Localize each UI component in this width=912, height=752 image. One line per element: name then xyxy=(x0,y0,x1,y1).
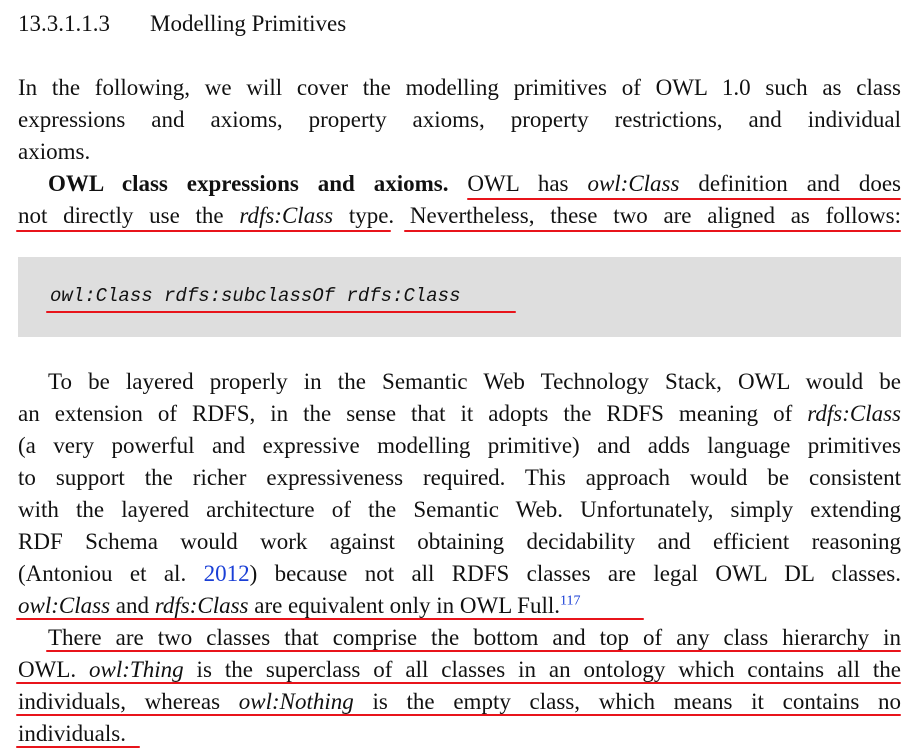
para3-line1: To be layered properly in the Semantic Web Technology Stack, OWL would be xyxy=(48,369,901,394)
term-rdfs-class: rdfs:Class xyxy=(239,203,334,228)
section-number: 13.3.1.1.3 xyxy=(18,11,110,36)
text-run: OWL has xyxy=(467,171,588,196)
para3-line6: RDF Schema would work against obtaining decidability and efficient reasoning xyxy=(18,529,901,554)
para3-line7 xyxy=(18,558,901,590)
para2-line2 xyxy=(18,200,901,232)
term-rdfs-class: rdfs:Class xyxy=(807,401,901,426)
term-owl-class: owl:Class xyxy=(18,593,111,618)
text-run: is the superclass of all classes in an ontology which contains all the xyxy=(183,657,901,682)
highlight-underline xyxy=(16,618,644,620)
para4-line1: There are two classes that comprise the bottom and top of any class hierarchy in xyxy=(48,625,901,650)
highlight-underline xyxy=(404,230,901,232)
text-run: is the empty class, which means it contains no xyxy=(353,689,901,714)
para1-line2: expressions and axioms, property axioms, property restrictions, and individual xyxy=(18,107,901,132)
text-run: type. Nevertheless, these two are aligned as follows: xyxy=(333,203,901,228)
para3-line3: (a very powerful and expressive modelling primitive) and adds language primitives xyxy=(18,433,901,458)
highlight-underline xyxy=(16,230,391,232)
text-run: ) because not all RDFS classes are legal OWL DL classes. xyxy=(249,561,902,586)
highlight-underline xyxy=(16,746,140,748)
citation-link[interactable]: 2012 xyxy=(203,561,250,586)
text-run: not directly use the xyxy=(18,203,240,228)
code-block xyxy=(18,257,901,337)
para4-line4: individuals. xyxy=(18,721,126,746)
section-title: Modelling Primitives xyxy=(150,11,347,36)
term-owl-thing: owl:Thing xyxy=(89,657,184,682)
text-run: OWL. xyxy=(18,657,90,682)
section-heading xyxy=(18,8,346,40)
para3-line4: to support the richer expressiveness required. This approach would be consistent xyxy=(18,465,901,490)
highlight-underline xyxy=(46,650,901,652)
text-run: individuals, whereas xyxy=(18,689,239,714)
para1-line3: axioms. xyxy=(18,139,91,164)
term-owl-nothing: owl:Nothing xyxy=(238,689,354,714)
term-owl-class: owl:Class xyxy=(587,171,680,196)
text-run: are equivalent only in OWL Full. xyxy=(248,593,560,618)
para3-line5: with the layered architecture of the Semantic Web. Unfortunately, simply extending xyxy=(18,497,901,522)
highlight-underline xyxy=(467,198,901,200)
highlight-underline xyxy=(46,311,516,313)
text-run: an extension of RDFS, in the sense that it adopts the RDFS meaning of xyxy=(18,401,808,426)
text-run: (Antoniou et al. xyxy=(18,561,204,586)
footnote-marker[interactable]: 117 xyxy=(559,593,581,609)
text-run: and xyxy=(110,593,155,618)
para3-line2 xyxy=(18,398,901,430)
highlight-underline xyxy=(16,714,901,716)
highlight-underline xyxy=(16,682,901,684)
run-in-heading: OWL class expressions and axioms. xyxy=(48,171,449,196)
para2-line1 xyxy=(18,168,901,200)
term-rdfs-class: rdfs:Class xyxy=(154,593,249,618)
text-run: definition and does xyxy=(679,171,902,196)
para1-line1: In the following, we will cover the modelling primitives of OWL 1.0 such as class xyxy=(18,75,901,100)
code-line: owl:Class rdfs:subclassOf rdfs:Class xyxy=(50,285,461,307)
